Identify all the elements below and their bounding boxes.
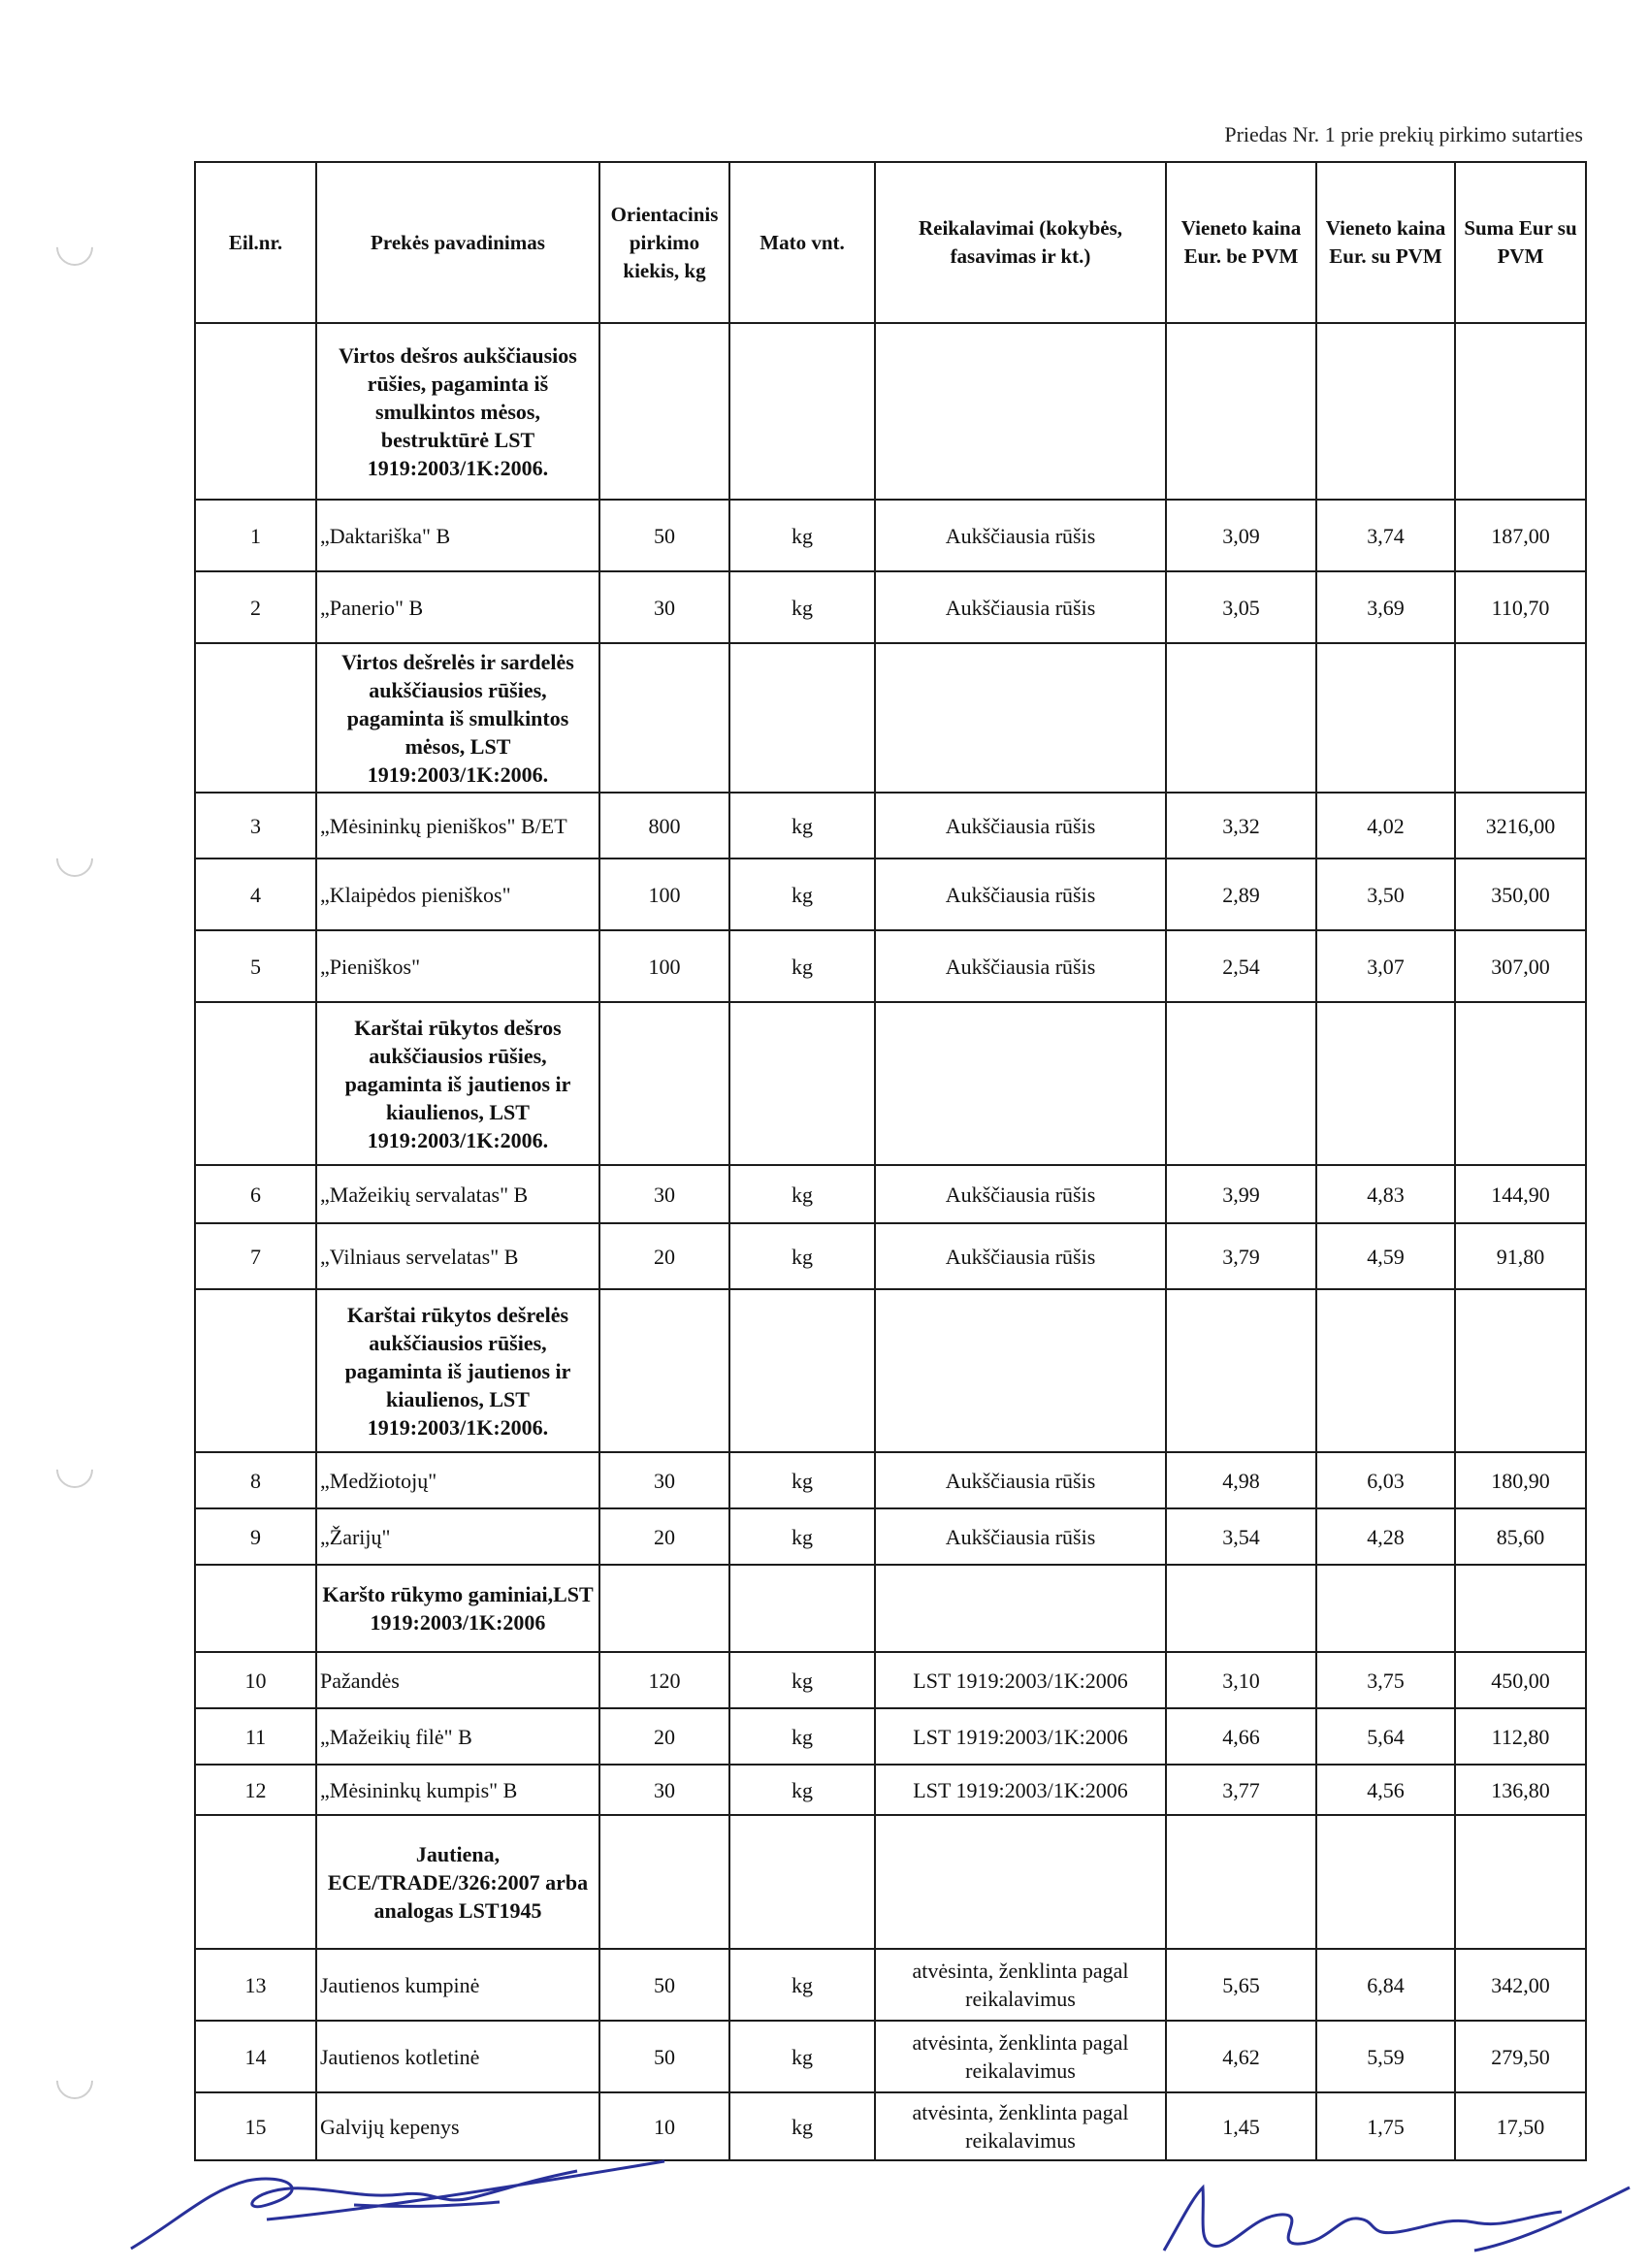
cell-req: atvėsinta, ženklinta pagal reikalavimus bbox=[875, 2092, 1166, 2160]
empty-cell bbox=[195, 1565, 316, 1652]
cell-sum: 307,00 bbox=[1455, 930, 1586, 1002]
empty-cell bbox=[195, 1002, 316, 1165]
table-row bbox=[195, 1765, 1586, 1815]
cell-price-vat: 3,50 bbox=[1316, 859, 1455, 930]
group-row bbox=[195, 1815, 1586, 1949]
empty-cell bbox=[1455, 643, 1586, 793]
cell-price-vat: 4,02 bbox=[1316, 793, 1455, 859]
cell-no: 7 bbox=[195, 1223, 316, 1289]
cell-no: 8 bbox=[195, 1452, 316, 1508]
page-title: Priedas Nr. 1 prie prekių pirkimo sutarties bbox=[1224, 122, 1583, 146]
group-title: Jautiena, ECE/TRADE/326:2007 arba analogas LST1945 bbox=[316, 1815, 599, 1949]
empty-cell bbox=[599, 643, 729, 793]
cell-req: Aukščiausia rūšis bbox=[875, 930, 1166, 1002]
table-row bbox=[195, 930, 1586, 1002]
cell-price-vat: 3,07 bbox=[1316, 930, 1455, 1002]
cell-price: 3,32 bbox=[1166, 793, 1316, 859]
table-row bbox=[195, 859, 1586, 930]
cell-no: 5 bbox=[195, 930, 316, 1002]
cell-sum: 187,00 bbox=[1455, 500, 1586, 571]
empty-cell bbox=[729, 1002, 875, 1165]
cell-unit: kg bbox=[729, 1452, 875, 1508]
cell-price: 3,05 bbox=[1166, 571, 1316, 643]
table-row bbox=[195, 500, 1586, 571]
empty-cell bbox=[1316, 1565, 1455, 1652]
empty-cell bbox=[729, 1815, 875, 1949]
cell-price-vat: 3,69 bbox=[1316, 571, 1455, 643]
product-price-table bbox=[194, 161, 1587, 2161]
cell-qty: 10 bbox=[599, 2092, 729, 2160]
cell-sum: 91,80 bbox=[1455, 1223, 1586, 1289]
punch-hole-mark bbox=[48, 832, 101, 885]
cell-unit: kg bbox=[729, 1652, 875, 1708]
cell-no: 13 bbox=[195, 1949, 316, 2021]
empty-cell bbox=[875, 1289, 1166, 1452]
cell-name: „Mėsininkų pieniškos" B/ET bbox=[316, 793, 599, 859]
empty-cell bbox=[1316, 1002, 1455, 1165]
group-title: Karštai rūkytos dešrelės aukščiausios rūšies, pagaminta iš jautienos ir kiaulienos, LST 1919:2003/1K:2006. bbox=[316, 1289, 599, 1452]
cell-no: 1 bbox=[195, 500, 316, 571]
table-body bbox=[195, 323, 1586, 2160]
table-row bbox=[195, 2092, 1586, 2160]
signature-left bbox=[121, 2152, 703, 2258]
cell-unit: kg bbox=[729, 1165, 875, 1223]
empty-cell bbox=[1316, 643, 1455, 793]
cell-qty: 800 bbox=[599, 793, 729, 859]
table-row bbox=[195, 1652, 1586, 1708]
cell-unit: kg bbox=[729, 2021, 875, 2092]
header-requirements: Reikalavimai (kokybės, fasavimas ir kt.) bbox=[875, 162, 1166, 323]
cell-unit: kg bbox=[729, 1949, 875, 2021]
cell-sum: 136,80 bbox=[1455, 1765, 1586, 1815]
cell-qty: 30 bbox=[599, 571, 729, 643]
cell-name: Jautienos kumpinė bbox=[316, 1949, 599, 2021]
cell-no: 9 bbox=[195, 1508, 316, 1565]
cell-no: 12 bbox=[195, 1765, 316, 1815]
cell-name: „Žarijų" bbox=[316, 1508, 599, 1565]
punch-hole-mark bbox=[48, 221, 101, 274]
cell-unit: kg bbox=[729, 1508, 875, 1565]
empty-cell bbox=[1316, 323, 1455, 500]
group-title: Karšto rūkymo gaminiai,LST 1919:2003/1K:2006 bbox=[316, 1565, 599, 1652]
punch-hole-mark bbox=[48, 2055, 101, 2107]
cell-sum: 110,70 bbox=[1455, 571, 1586, 643]
cell-no: 2 bbox=[195, 571, 316, 643]
cell-req: Aukščiausia rūšis bbox=[875, 571, 1166, 643]
cell-price-vat: 4,59 bbox=[1316, 1223, 1455, 1289]
cell-sum: 85,60 bbox=[1455, 1508, 1586, 1565]
cell-price-vat: 4,83 bbox=[1316, 1165, 1455, 1223]
cell-qty: 100 bbox=[599, 859, 729, 930]
table-row bbox=[195, 1223, 1586, 1289]
table-row bbox=[195, 571, 1586, 643]
empty-cell bbox=[1166, 1815, 1316, 1949]
group-title: Virtos dešros aukščiausios rūšies, pagaminta iš smulkintos mėsos, bestruktūrė LST 1919:2003/1K:2006. bbox=[316, 323, 599, 500]
table-row bbox=[195, 793, 1586, 859]
empty-cell bbox=[1455, 1815, 1586, 1949]
cell-price: 2,89 bbox=[1166, 859, 1316, 930]
cell-req: Aukščiausia rūšis bbox=[875, 1165, 1166, 1223]
empty-cell bbox=[1316, 1815, 1455, 1949]
table-header-row bbox=[195, 162, 1586, 323]
cell-qty: 20 bbox=[599, 1223, 729, 1289]
empty-cell bbox=[195, 1815, 316, 1949]
cell-sum: 180,90 bbox=[1455, 1452, 1586, 1508]
cell-qty: 100 bbox=[599, 930, 729, 1002]
table-row bbox=[195, 2021, 1586, 2092]
empty-cell bbox=[1166, 1565, 1316, 1652]
cell-name: „Panerio" B bbox=[316, 571, 599, 643]
cell-req: Aukščiausia rūšis bbox=[875, 793, 1166, 859]
cell-price: 3,09 bbox=[1166, 500, 1316, 571]
table-row bbox=[195, 1949, 1586, 2021]
group-row bbox=[195, 1289, 1586, 1452]
group-row bbox=[195, 1002, 1586, 1165]
cell-no: 6 bbox=[195, 1165, 316, 1223]
cell-unit: kg bbox=[729, 930, 875, 1002]
empty-cell bbox=[1455, 1289, 1586, 1452]
empty-cell bbox=[1166, 1002, 1316, 1165]
cell-qty: 50 bbox=[599, 500, 729, 571]
group-title: Virtos dešrelės ir sardelės aukščiausios rūšies, pagaminta iš smulkintos mėsos, LST 1919:2003/1K:2006. bbox=[316, 643, 599, 793]
cell-req: Aukščiausia rūšis bbox=[875, 500, 1166, 571]
cell-sum: 450,00 bbox=[1455, 1652, 1586, 1708]
cell-no: 3 bbox=[195, 793, 316, 859]
cell-name: „Medžiotojų" bbox=[316, 1452, 599, 1508]
cell-name: Galvijų kepenys bbox=[316, 2092, 599, 2160]
table-row bbox=[195, 1165, 1586, 1223]
cell-unit: kg bbox=[729, 859, 875, 930]
cell-qty: 30 bbox=[599, 1165, 729, 1223]
cell-price: 4,66 bbox=[1166, 1708, 1316, 1765]
group-title: Karštai rūkytos dešros aukščiausios rūšies, pagaminta iš jautienos ir kiaulienos, LST 1919:2003/1K:2006. bbox=[316, 1002, 599, 1165]
cell-price: 4,62 bbox=[1166, 2021, 1316, 2092]
cell-req: LST 1919:2003/1K:2006 bbox=[875, 1708, 1166, 1765]
empty-cell bbox=[599, 323, 729, 500]
cell-name: „Mėsininkų kumpis" B bbox=[316, 1765, 599, 1815]
cell-qty: 120 bbox=[599, 1652, 729, 1708]
cell-req: Aukščiausia rūšis bbox=[875, 1223, 1166, 1289]
group-row bbox=[195, 1565, 1586, 1652]
cell-req: atvėsinta, ženklinta pagal reikalavimus bbox=[875, 2021, 1166, 2092]
cell-qty: 30 bbox=[599, 1452, 729, 1508]
header-name: Prekės pavadinimas bbox=[316, 162, 599, 323]
cell-sum: 3216,00 bbox=[1455, 793, 1586, 859]
empty-cell bbox=[729, 1565, 875, 1652]
table-row bbox=[195, 1508, 1586, 1565]
cell-price: 3,77 bbox=[1166, 1765, 1316, 1815]
empty-cell bbox=[875, 323, 1166, 500]
cell-price-vat: 3,74 bbox=[1316, 500, 1455, 571]
empty-cell bbox=[599, 1815, 729, 1949]
empty-cell bbox=[1166, 1289, 1316, 1452]
cell-no: 14 bbox=[195, 2021, 316, 2092]
empty-cell bbox=[599, 1002, 729, 1165]
empty-cell bbox=[195, 323, 316, 500]
empty-cell bbox=[875, 643, 1166, 793]
cell-req: Aukščiausia rūšis bbox=[875, 859, 1166, 930]
group-row bbox=[195, 323, 1586, 500]
empty-cell bbox=[195, 643, 316, 793]
group-row bbox=[195, 643, 1586, 793]
cell-no: 15 bbox=[195, 2092, 316, 2160]
empty-cell bbox=[1455, 1565, 1586, 1652]
cell-sum: 17,50 bbox=[1455, 2092, 1586, 2160]
punch-hole-mark bbox=[48, 1443, 101, 1496]
header-unit: Mato vnt. bbox=[729, 162, 875, 323]
header-unit-price-vat: Vieneto kaina Eur. su PVM bbox=[1316, 162, 1455, 323]
cell-unit: kg bbox=[729, 793, 875, 859]
cell-unit: kg bbox=[729, 1223, 875, 1289]
cell-req: Aukščiausia rūšis bbox=[875, 1508, 1166, 1565]
cell-req: Aukščiausia rūšis bbox=[875, 1452, 1166, 1508]
cell-price: 3,10 bbox=[1166, 1652, 1316, 1708]
cell-price: 3,79 bbox=[1166, 1223, 1316, 1289]
header-no: Eil.nr. bbox=[195, 162, 316, 323]
cell-no: 4 bbox=[195, 859, 316, 930]
cell-price-vat: 3,75 bbox=[1316, 1652, 1455, 1708]
empty-cell bbox=[195, 1289, 316, 1452]
empty-cell bbox=[729, 323, 875, 500]
cell-price: 2,54 bbox=[1166, 930, 1316, 1002]
cell-unit: kg bbox=[729, 500, 875, 571]
cell-name: „Vilniaus servelatas" B bbox=[316, 1223, 599, 1289]
cell-price-vat: 4,28 bbox=[1316, 1508, 1455, 1565]
table-row bbox=[195, 1452, 1586, 1508]
empty-cell bbox=[1455, 1002, 1586, 1165]
cell-unit: kg bbox=[729, 1765, 875, 1815]
cell-req: atvėsinta, ženklinta pagal reikalavimus bbox=[875, 1949, 1166, 2021]
cell-price-vat: 1,75 bbox=[1316, 2092, 1455, 2160]
cell-price: 3,54 bbox=[1166, 1508, 1316, 1565]
cell-unit: kg bbox=[729, 2092, 875, 2160]
empty-cell bbox=[729, 1289, 875, 1452]
cell-unit: kg bbox=[729, 1708, 875, 1765]
cell-unit: kg bbox=[729, 571, 875, 643]
cell-req: LST 1919:2003/1K:2006 bbox=[875, 1765, 1166, 1815]
cell-qty: 20 bbox=[599, 1508, 729, 1565]
empty-cell bbox=[1166, 643, 1316, 793]
empty-cell bbox=[599, 1565, 729, 1652]
cell-price: 4,98 bbox=[1166, 1452, 1316, 1508]
table-row bbox=[195, 1708, 1586, 1765]
header-sum: Suma Eur su PVM bbox=[1455, 162, 1586, 323]
cell-no: 10 bbox=[195, 1652, 316, 1708]
cell-sum: 342,00 bbox=[1455, 1949, 1586, 2021]
cell-sum: 279,50 bbox=[1455, 2021, 1586, 2092]
cell-price: 1,45 bbox=[1166, 2092, 1316, 2160]
cell-qty: 50 bbox=[599, 1949, 729, 2021]
cell-no: 11 bbox=[195, 1708, 316, 1765]
cell-price: 5,65 bbox=[1166, 1949, 1316, 2021]
cell-qty: 20 bbox=[599, 1708, 729, 1765]
cell-price-vat: 5,59 bbox=[1316, 2021, 1455, 2092]
cell-name: „Pieniškos" bbox=[316, 930, 599, 1002]
cell-price-vat: 6,84 bbox=[1316, 1949, 1455, 2021]
cell-name: „Daktariška" B bbox=[316, 500, 599, 571]
cell-qty: 50 bbox=[599, 2021, 729, 2092]
cell-sum: 144,90 bbox=[1455, 1165, 1586, 1223]
cell-sum: 112,80 bbox=[1455, 1708, 1586, 1765]
cell-qty: 30 bbox=[599, 1765, 729, 1815]
empty-cell bbox=[1455, 323, 1586, 500]
empty-cell bbox=[1316, 1289, 1455, 1452]
cell-sum: 350,00 bbox=[1455, 859, 1586, 930]
empty-cell bbox=[1166, 323, 1316, 500]
header-qty: Orientacinis pirkimo kiekis, kg bbox=[599, 162, 729, 323]
cell-name: „Mažeikių servalatas" B bbox=[316, 1165, 599, 1223]
cell-price-vat: 5,64 bbox=[1316, 1708, 1455, 1765]
empty-cell bbox=[875, 1815, 1166, 1949]
cell-name: Jautienos kotletinė bbox=[316, 2021, 599, 2092]
empty-cell bbox=[875, 1002, 1166, 1165]
cell-req: LST 1919:2003/1K:2006 bbox=[875, 1652, 1166, 1708]
cell-price-vat: 4,56 bbox=[1316, 1765, 1455, 1815]
cell-price: 3,99 bbox=[1166, 1165, 1316, 1223]
header-unit-price: Vieneto kaina Eur. be PVM bbox=[1166, 162, 1316, 323]
cell-price-vat: 6,03 bbox=[1316, 1452, 1455, 1508]
cell-name: Pažandės bbox=[316, 1652, 599, 1708]
empty-cell bbox=[875, 1565, 1166, 1652]
cell-name: „Klaipėdos pieniškos" bbox=[316, 859, 599, 930]
cell-name: „Mažeikių filė" B bbox=[316, 1708, 599, 1765]
empty-cell bbox=[729, 643, 875, 793]
empty-cell bbox=[599, 1289, 729, 1452]
signature-right bbox=[1154, 2158, 1639, 2265]
